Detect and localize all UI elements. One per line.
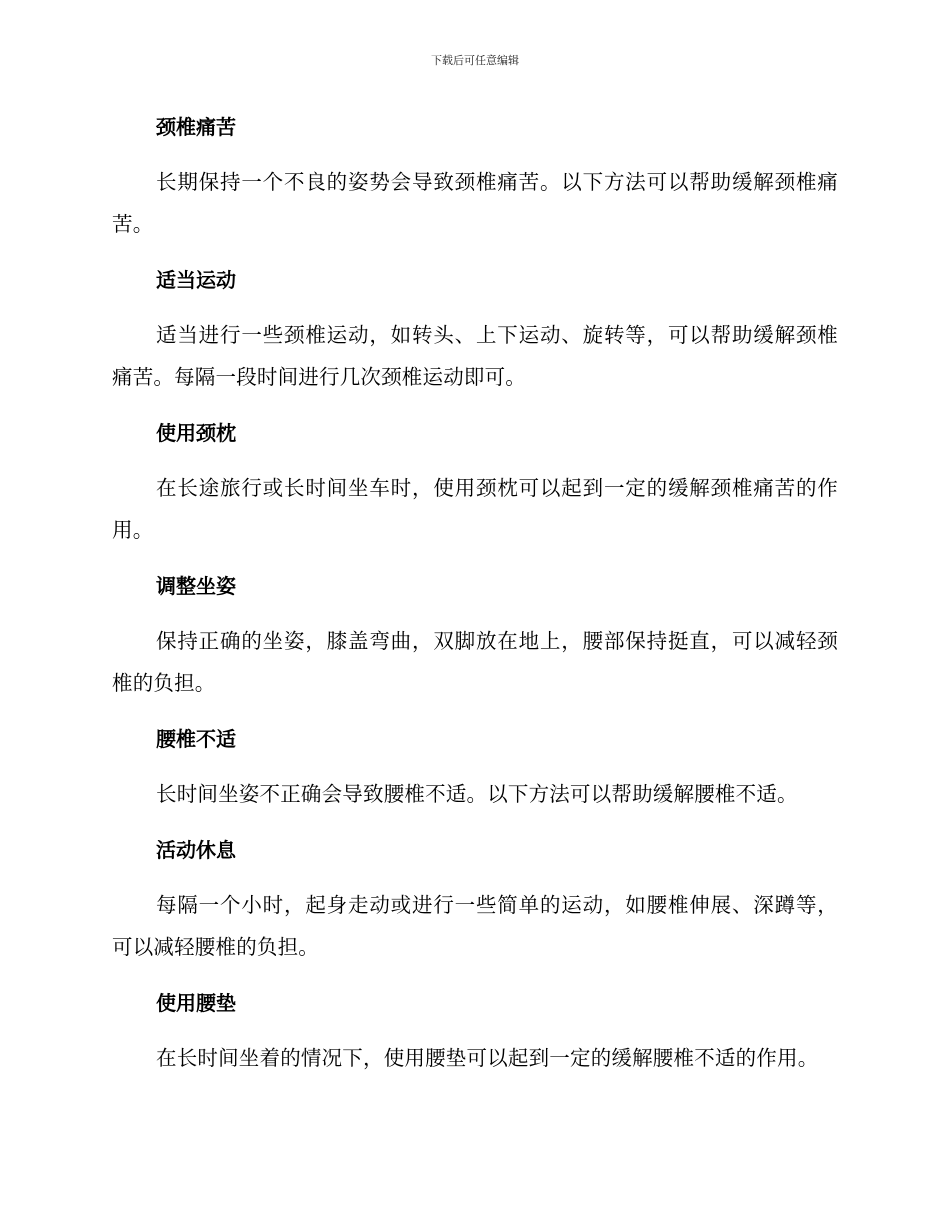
section-heading: 使用腰垫 bbox=[156, 991, 236, 1015]
section-paragraph: 保持正确的坐姿，膝盖弯曲，双脚放在地上，腰部保持挺直，可以减轻颈椎的负担。 bbox=[112, 629, 838, 695]
section-heading: 活动休息 bbox=[156, 838, 236, 862]
section-neck-pillow bbox=[112, 414, 838, 551]
document-body bbox=[112, 108, 838, 1095]
section-heading: 使用颈枕 bbox=[156, 421, 236, 445]
section-paragraph: 长期保持一个不良的姿势会导致颈椎痛苦。以下方法可以帮助缓解颈椎痛苦。 bbox=[112, 170, 838, 236]
page-header: 下载后可任意编辑 bbox=[431, 54, 519, 67]
section-lumbar-cushion bbox=[112, 984, 838, 1079]
section-paragraph: 适当进行一些颈椎运动，如转头、上下运动、旋转等，可以帮助缓解颈椎痛苦。每隔一段时间进行几次颈椎运动即可。 bbox=[112, 323, 838, 389]
section-lumbar-discomfort bbox=[112, 720, 838, 815]
section-heading: 颈椎痛苦 bbox=[156, 115, 236, 139]
section-paragraph: 在长时间坐着的情况下，使用腰垫可以起到一定的缓解腰椎不适的作用。 bbox=[156, 1046, 819, 1070]
section-paragraph: 在长途旅行或长时间坐车时，使用颈枕可以起到一定的缓解颈椎痛苦的作用。 bbox=[112, 476, 838, 542]
section-paragraph: 长时间坐姿不正确会导致腰椎不适。以下方法可以帮助缓解腰椎不适。 bbox=[156, 782, 798, 806]
section-proper-exercise bbox=[112, 261, 838, 398]
section-activity-rest bbox=[112, 831, 838, 968]
section-heading: 适当运动 bbox=[156, 268, 236, 292]
section-cervical-pain bbox=[112, 108, 838, 245]
section-heading: 腰椎不适 bbox=[156, 727, 236, 751]
section-paragraph: 每隔一个小时，起身走动或进行一些简单的运动，如腰椎伸展、深蹲等，可以减轻腰椎的负担。 bbox=[112, 893, 838, 959]
section-adjust-posture bbox=[112, 567, 838, 704]
section-heading: 调整坐姿 bbox=[156, 574, 236, 598]
